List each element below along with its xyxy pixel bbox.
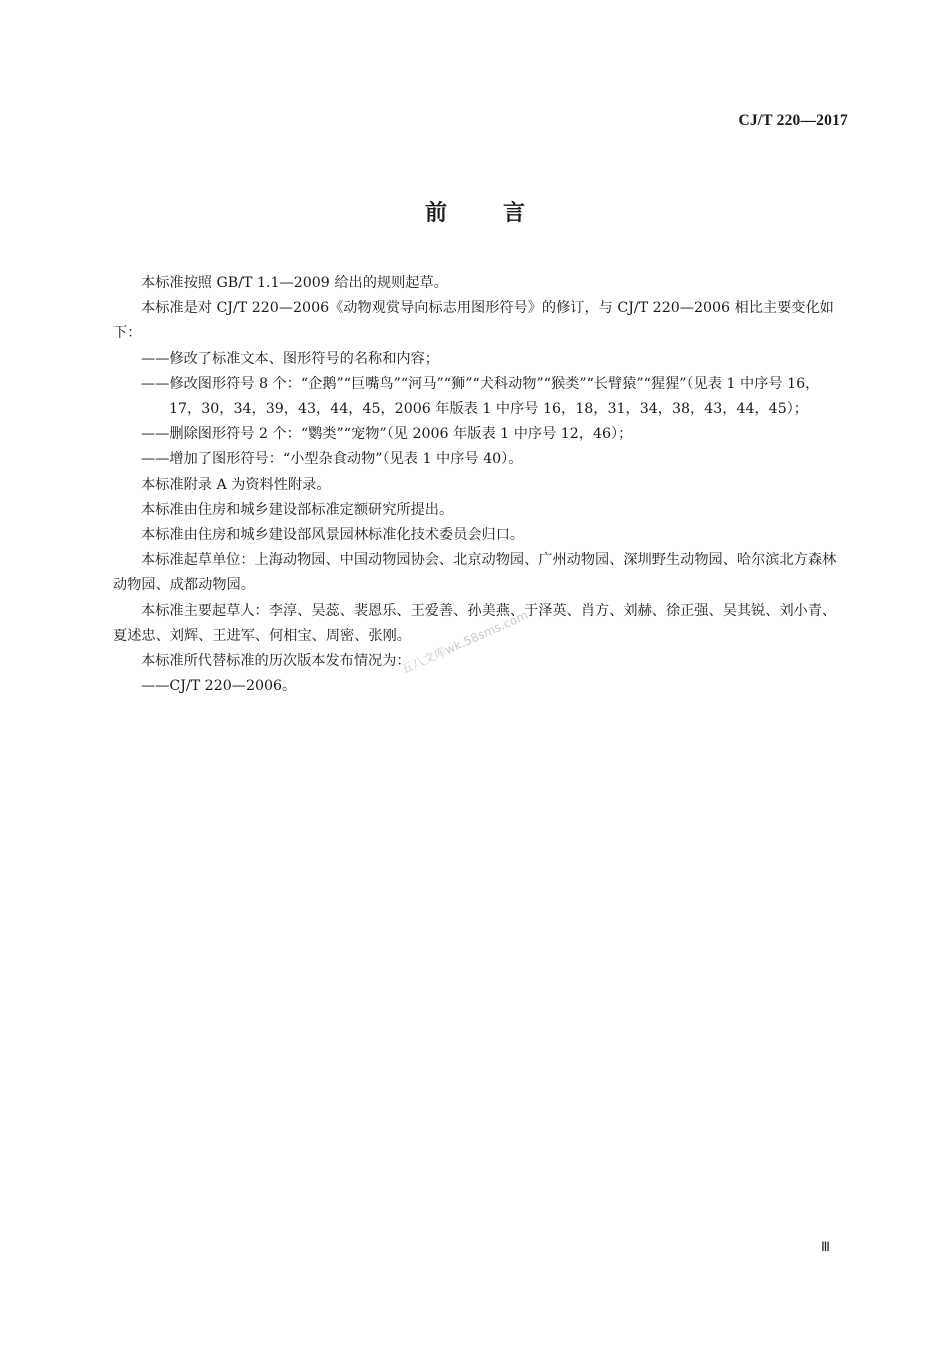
change-item: ——增加了图形符号：“小型杂食动物”（见表 1 中序号 40）。: [141, 451, 523, 468]
paragraph-revision-summary: 本标准是对 CJ/T 220—2006《动物观赏导向标志用图形符号》的修订，与 CJ/T 220—2006 相比主要变化如下：: [113, 300, 834, 342]
paragraph-drafting-units: 本标准起草单位：上海动物园、中国动物园协会、北京动物园、广州动物园、深圳野生动物园、哈尔滨北方森林动物园、成都动物园。: [113, 552, 837, 594]
paragraph-drafting-rules: 本标准按照 GB/T 1.1—2009 给出的规则起草。: [141, 275, 448, 291]
watermark: 五八文库wk.58sms.com: [398, 607, 531, 677]
change-item: ——修改了标准文本、图形符号的名称和内容；: [141, 350, 439, 367]
page-number: Ⅲ: [821, 1239, 830, 1254]
change-item: ——删除图形符号 2 个：“鹦类”“宠物”（见 2006 年版表 1 中序号 12，46）；: [141, 426, 633, 443]
standard-code: CJ/T 220—2017: [738, 112, 848, 129]
change-item: ——修改图形符号 8 个：“企鹅”“巨嘴鸟”“河马”“狮”“犬科动物”“猴类”“长臂猿”“猩猩”（见表 1 中序号 16，17，30，34，39，43，44，45，2006 年版表 1 中序号 16，18，31，34，38，43，44，45）；: [141, 375, 820, 418]
paragraph-annex: 本标准附录 A 为资料性附录。: [141, 476, 331, 493]
history-item: ——CJ/T 220—2006。: [141, 678, 297, 695]
paragraph-history: 本标准所代替标准的历次版本发布情况为：: [141, 653, 411, 670]
paragraph-proposer: 本标准由住房和城乡建设部标准定额研究所提出。: [141, 501, 454, 518]
paragraph-drafters: 本标准主要起草人：李淳、吴蕊、裴恩乐、王爱善、孙美燕、于泽英、肖方、刘赫、徐正强、吴其锐、刘小青、夏述忠、刘辉、王进军、何相宝、周密、张刚。: [113, 602, 837, 644]
paragraph-committee: 本标准由住房和城乡建设部风景园林标准化技术委员会归口。: [141, 527, 525, 544]
page-title: 前言: [424, 201, 581, 226]
